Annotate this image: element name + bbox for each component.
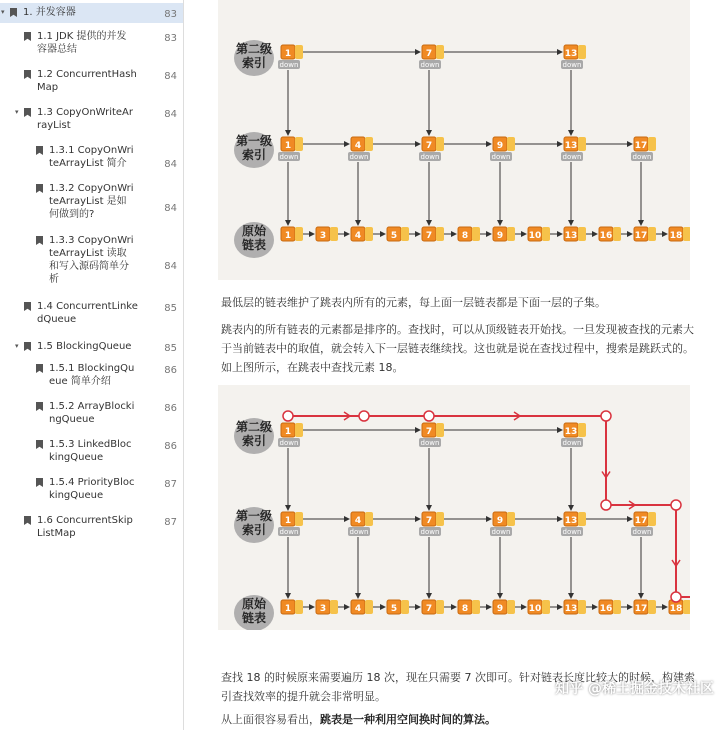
down-label: down <box>491 528 511 536</box>
level-label: 索引 <box>241 148 267 162</box>
down-label: down <box>632 153 652 161</box>
list-node-next <box>436 600 444 614</box>
list-node-next <box>436 512 444 526</box>
list-node-next <box>295 137 303 151</box>
toc-item-label: 1.5 BlockingQueue <box>37 341 132 352</box>
node-value: 8 <box>461 604 469 614</box>
level-label: 原始 <box>241 597 267 611</box>
paragraph: 跳表内的所有链表的元素都是排序的。查找时，可以从顶级链表开始找。一旦发现被查找的元素大于当前链表中的取值，就会转入下一层链表继续找。这也就是说在查找过程中，搜索是跳跃式的。如上图所示，在跳表中查找元素 18。 <box>221 323 694 374</box>
down-label: down <box>562 439 582 447</box>
list-node-next <box>295 45 303 59</box>
node-value: 1 <box>284 141 292 151</box>
list-node-next <box>330 600 338 614</box>
node-value: 9 <box>496 516 504 526</box>
list-node-next <box>507 227 515 241</box>
list-node-next <box>365 137 373 151</box>
node-value: 18 <box>669 604 683 614</box>
bookmark-icon <box>36 478 43 487</box>
list-node-next <box>436 45 444 59</box>
bookmark-icon <box>24 108 31 117</box>
node-value: 10 <box>528 604 542 614</box>
level-label: 索引 <box>241 523 267 537</box>
level-label: 第二级 <box>235 42 273 56</box>
list-node-next <box>436 137 444 151</box>
skiplist-search-diagram <box>218 385 690 630</box>
node-value: 9 <box>496 604 504 614</box>
node-value: 5 <box>390 231 398 241</box>
level-label: 索引 <box>241 56 267 70</box>
toc-item[interactable] <box>36 234 134 286</box>
list-node-next <box>507 600 515 614</box>
toc-item-label: 1.3 CopyOnWriteAr rayList <box>37 107 134 131</box>
node-value: 13 <box>564 516 578 526</box>
skiplist-figure <box>218 0 690 280</box>
toc-item[interactable] <box>15 106 134 132</box>
list-node-next <box>683 227 690 241</box>
expand-caret-icon[interactable]: ▾ <box>15 108 19 116</box>
node-value: 16 <box>599 231 613 241</box>
bookmark-icon <box>10 8 17 17</box>
list-node-next <box>365 512 373 526</box>
node-value: 1 <box>284 427 292 437</box>
list-node-next <box>436 227 444 241</box>
watermark: 知乎 @稀土掘金技术社区 <box>555 681 714 697</box>
down-label: down <box>420 153 440 161</box>
list-node-next <box>648 137 656 151</box>
node-value: 1 <box>284 604 292 614</box>
paragraph-text: 从上面很容易看出， <box>221 713 320 726</box>
toc-page-number: 86 <box>164 403 177 414</box>
level-label: 索引 <box>241 434 267 448</box>
list-node-next <box>542 600 550 614</box>
toc-item-label: 1.5.1 BlockingQu eue 简单介绍 <box>49 363 135 387</box>
toc-item[interactable] <box>36 476 134 502</box>
search-path-stop <box>671 592 681 602</box>
node-value: 16 <box>599 604 613 614</box>
list-node-next <box>613 227 621 241</box>
search-path <box>288 416 690 597</box>
search-path-stop <box>601 411 611 421</box>
toc-page-number: 83 <box>164 33 177 44</box>
bookmark-icon <box>24 32 31 41</box>
table-of-contents <box>0 0 184 730</box>
list-node-next <box>648 227 656 241</box>
level-label: 第二级 <box>235 420 273 434</box>
bookmark-icon <box>36 236 43 245</box>
toc-item-label: 1.1 JDK 提供的并发 容器总结 <box>37 31 127 55</box>
list-node-next <box>648 600 656 614</box>
bookmark-icon <box>36 184 43 193</box>
node-value: 17 <box>634 516 648 526</box>
list-node-next <box>295 512 303 526</box>
list-node-next <box>507 137 515 151</box>
list-node-next <box>578 512 586 526</box>
list-node-next <box>578 45 586 59</box>
toc-page-number: 84 <box>164 71 177 82</box>
list-node-next <box>613 600 621 614</box>
down-label: down <box>420 61 440 69</box>
down-label: down <box>562 61 582 69</box>
search-path-stop <box>601 500 611 510</box>
node-value: 17 <box>634 604 648 614</box>
toc-item[interactable] <box>36 400 134 426</box>
toc-page-number: 86 <box>164 365 177 376</box>
node-value: 4 <box>354 516 362 526</box>
skiplist-diagram <box>218 0 690 280</box>
list-node-next <box>542 227 550 241</box>
toc-item[interactable] <box>15 340 132 353</box>
down-label: down <box>420 528 440 536</box>
paragraph: 最低层的链表维护了跳表内所有的元素，每上面一层链表都是下面一层的子集。 <box>221 296 606 309</box>
list-node-next <box>472 600 480 614</box>
down-label: down <box>279 439 299 447</box>
toc-item-label: 1.5.2 ArrayBlocki ngQueue <box>49 401 135 425</box>
level-label: 原始 <box>241 224 267 238</box>
down-label: down <box>349 153 369 161</box>
toc-page-number: 85 <box>164 303 177 314</box>
list-node-next <box>578 227 586 241</box>
down-label: down <box>349 528 369 536</box>
search-path-stop <box>283 411 293 421</box>
node-value: 13 <box>564 49 578 59</box>
paragraph-bold-text: 跳表是一种利用空间换时间的算法。 <box>320 713 496 726</box>
list-node-next <box>295 423 303 437</box>
list-node-next <box>295 600 303 614</box>
node-value: 7 <box>425 604 433 614</box>
list-node-next <box>578 600 586 614</box>
node-value: 17 <box>634 231 648 241</box>
node-value: 17 <box>634 141 648 151</box>
toc-page-number: 84 <box>164 261 177 272</box>
level-label: 链表 <box>241 238 267 252</box>
node-value: 13 <box>564 141 578 151</box>
toc-item-label: 1. 并发容器 <box>23 7 76 18</box>
down-label: down <box>279 61 299 69</box>
list-node-next <box>507 512 515 526</box>
node-value: 4 <box>354 604 362 614</box>
node-value: 3 <box>319 231 327 241</box>
toc-item-label: 1.5.3 LinkedBloc kingQueue <box>49 439 132 463</box>
bookmark-icon <box>24 302 31 311</box>
node-value: 7 <box>425 49 433 59</box>
node-value: 18 <box>669 231 683 241</box>
node-value: 4 <box>354 141 362 151</box>
bookmark-icon <box>36 440 43 449</box>
node-value: 1 <box>284 516 292 526</box>
expand-caret-icon[interactable]: ▾ <box>15 342 19 350</box>
node-value: 8 <box>461 231 469 241</box>
toc-item-label: 1.5.4 PriorityBloc kingQueue <box>49 477 135 501</box>
toc-page-number: 84 <box>164 159 177 170</box>
toc-item[interactable] <box>36 182 134 221</box>
toc-page-number: 83 <box>164 9 177 20</box>
down-label: down <box>562 153 582 161</box>
level-label: 第一级 <box>235 509 273 523</box>
toc-item[interactable] <box>36 362 134 388</box>
down-label: down <box>279 528 299 536</box>
level-label: 第一级 <box>235 134 273 148</box>
bookmark-icon <box>24 70 31 79</box>
toc-item[interactable] <box>1 6 76 19</box>
node-value: 10 <box>528 231 542 241</box>
list-node-next <box>472 227 480 241</box>
toc-item-label: 1.3.3 CopyOnWri teArrayList 读取 和写入源码简单分 析 <box>49 235 134 285</box>
bookmark-icon <box>36 364 43 373</box>
level-label: 链表 <box>241 611 267 625</box>
list-node-next <box>401 600 409 614</box>
toc-item[interactable] <box>24 68 137 94</box>
bookmark-icon <box>36 146 43 155</box>
node-value: 4 <box>354 231 362 241</box>
toc-item-label: 1.2 ConcurrentHash Map <box>37 69 137 93</box>
bookmark-icon <box>36 402 43 411</box>
node-value: 3 <box>319 604 327 614</box>
node-value: 7 <box>425 427 433 437</box>
paragraph <box>221 710 697 729</box>
toc-page-number: 87 <box>164 517 177 528</box>
toc-item[interactable] <box>24 30 126 56</box>
search-path-stop <box>359 411 369 421</box>
list-node-next <box>648 512 656 526</box>
down-label: down <box>491 153 511 161</box>
down-label: down <box>562 528 582 536</box>
expand-caret-icon[interactable]: ▾ <box>1 8 5 16</box>
toc-page-number: 84 <box>164 109 177 120</box>
bookmark-icon <box>24 342 31 351</box>
skiplist-search-figure <box>218 385 690 630</box>
down-label: down <box>279 153 299 161</box>
toc-item[interactable] <box>24 300 138 326</box>
list-node-next <box>683 600 690 614</box>
list-node-next <box>365 600 373 614</box>
toc-item-label: 1.6 ConcurrentSkip ListMap <box>37 515 133 539</box>
node-value: 7 <box>425 141 433 151</box>
toc-page-number: 84 <box>164 203 177 214</box>
list-node-next <box>295 227 303 241</box>
list-node-next <box>365 227 373 241</box>
toc-item-label: 1.4 ConcurrentLinke dQueue <box>37 301 138 325</box>
toc-page-number: 85 <box>164 343 177 354</box>
search-path-stop <box>671 500 681 510</box>
node-value: 7 <box>425 516 433 526</box>
node-value: 9 <box>496 141 504 151</box>
down-label: down <box>420 439 440 447</box>
toc-page-number: 86 <box>164 441 177 452</box>
bookmark-icon <box>24 516 31 525</box>
list-node-next <box>578 423 586 437</box>
list-node-next <box>578 137 586 151</box>
document-page <box>184 0 720 730</box>
toc-item[interactable] <box>36 438 132 464</box>
node-value: 1 <box>284 49 292 59</box>
down-label: down <box>632 528 652 536</box>
node-value: 9 <box>496 231 504 241</box>
list-node-next <box>401 227 409 241</box>
node-value: 5 <box>390 604 398 614</box>
toc-item[interactable] <box>24 514 133 540</box>
list-node-next <box>436 423 444 437</box>
toc-page-number: 87 <box>164 479 177 490</box>
node-value: 7 <box>425 231 433 241</box>
toc-item-label: 1.3.1 CopyOnWri teArrayList 简介 <box>49 145 134 169</box>
node-value: 13 <box>564 604 578 614</box>
search-path-stop <box>424 411 434 421</box>
node-value: 13 <box>564 231 578 241</box>
node-value: 13 <box>564 427 578 437</box>
toc-item[interactable] <box>36 144 134 170</box>
node-value: 1 <box>284 231 292 241</box>
paragraph: 查找 18 的时候原来需要遍历 18 次，现在只需要 7 次即可。针对链表长度比较大的时候，构建索引查找效率的提升就会非常明显。 <box>221 671 695 703</box>
toc-item-label: 1.3.2 CopyOnWri teArrayList 是如 何做到的? <box>49 183 134 220</box>
list-node-next <box>330 227 338 241</box>
